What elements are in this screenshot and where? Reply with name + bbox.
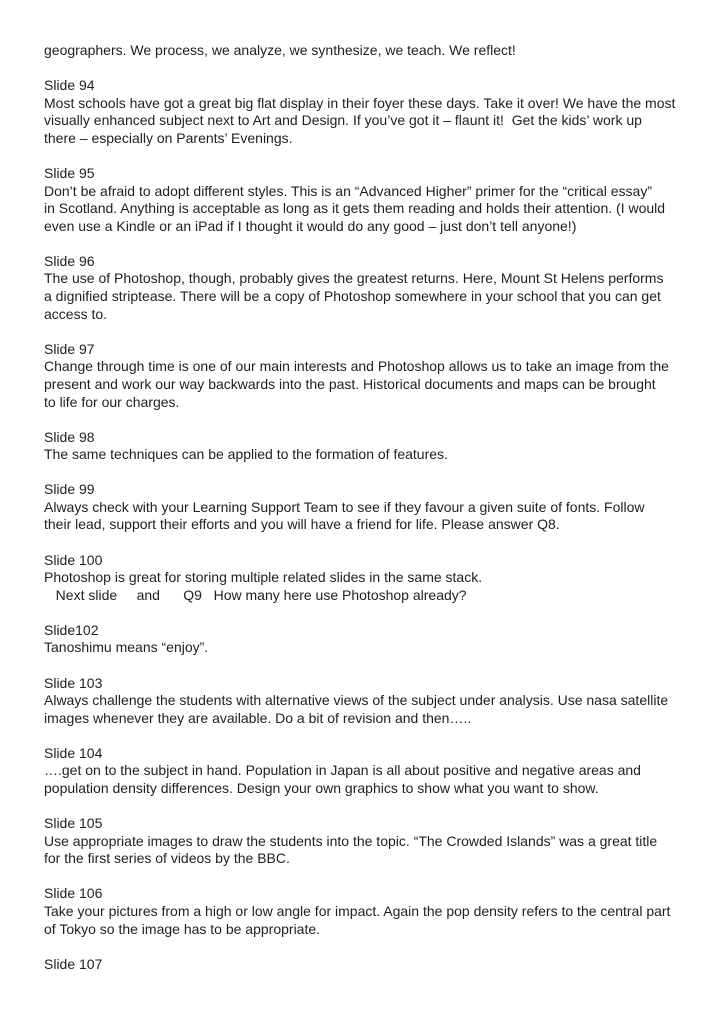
- text-line: geographers. We process, we analyze, we synthesize, we teach. We reflect!: [44, 42, 516, 58]
- slide-heading: Slide 96: [44, 252, 95, 269]
- slide-heading: Slide 103: [44, 674, 103, 691]
- text-line: of Tokyo so the image has to be appropriate.: [44, 920, 321, 937]
- paragraph: [44, 956, 694, 974]
- text-line: Change through time is one of our main interests and Photoshop allows us to take an image from the: [44, 358, 669, 375]
- slide-heading: Slide 104: [44, 744, 103, 761]
- slide-heading: Slide 94: [44, 77, 95, 94]
- document-page: [44, 42, 694, 991]
- text-line: Most schools have got a great big flat display in their foyer these days. Take it over! We have the most: [44, 94, 676, 111]
- text-line: The use of Photoshop, though, probably gives the greatest returns. Here, Mount St Helens performs: [44, 270, 664, 287]
- slide-heading: Slide 98: [44, 428, 95, 445]
- text-line: there – especially on Parents’ Evenings.: [44, 129, 293, 146]
- text-line: to life for our charges.: [44, 393, 180, 410]
- text-line: Photoshop is great for storing multiple related slides in the same stack.: [44, 569, 483, 586]
- text-line: a dignified striptease. There will be a copy of Photoshop somewhere in your school that you can get: [44, 288, 661, 305]
- slide-heading: Slide 100: [44, 551, 103, 568]
- text-line: Use appropriate images to draw the students into the topic. “The Crowded Islands” was a great title: [44, 832, 658, 849]
- text-line: images whenever they are available. Do a bit of revision and then…..: [44, 709, 472, 726]
- paragraph: [44, 622, 694, 657]
- slide-heading: Slide 99: [44, 481, 95, 498]
- paragraph: [44, 42, 694, 60]
- text-line: Don’t be afraid to adopt different styles. This is an “Advanced Higher” primer for the “critical essay”: [44, 182, 652, 199]
- paragraph: [44, 341, 694, 411]
- slide-heading: Slide 106: [44, 885, 103, 902]
- paragraph: [44, 552, 694, 605]
- text-line: Tanoshimu means “enjoy”.: [44, 639, 209, 656]
- slide-heading: Slide 95: [44, 164, 95, 181]
- text-line: Always check with your Learning Support Team to see if they favour a given suite of fonts. Follow: [44, 498, 645, 515]
- paragraph: [44, 885, 694, 938]
- text-line: in Scotland. Anything is acceptable as long as it gets them reading and holds their attention. (I would: [44, 200, 666, 217]
- paragraph: [44, 77, 694, 147]
- paragraph: [44, 481, 694, 534]
- paragraph: [44, 675, 694, 728]
- text-line: their lead, support their efforts and you will have a friend for life. Please answer Q8.: [44, 516, 560, 533]
- slide-heading: Slide 107: [44, 955, 103, 972]
- text-line: Take your pictures from a high or low angle for impact. Again the pop density refers to the central part: [44, 902, 671, 919]
- text-line: The same techniques can be applied to the formation of features.: [44, 446, 448, 463]
- paragraph: [44, 429, 694, 464]
- slide-heading: Slide 105: [44, 815, 103, 832]
- text-line: visually enhanced subject next to Art and Design. If you’ve got it – flaunt it! Get the kids’ work up: [44, 112, 642, 129]
- text-line: even use a Kindle or an iPad if I thought it would do any good – just don’t tell anyone!): [44, 217, 577, 234]
- text-line: population density differences. Design your own graphics to show what you want to show.: [44, 780, 599, 796]
- paragraph: [44, 745, 694, 798]
- text-line: ….get on to the subject in hand. Population in Japan is all about positive and negative areas and: [44, 762, 641, 779]
- text-line: present and work our way backwards into the past. Historical documents and maps can be brought: [44, 375, 656, 392]
- text-line: Always challenge the students with alternative views of the subject under analysis. Use nasa satellite: [44, 692, 669, 709]
- text-line: access to.: [44, 305, 108, 322]
- slide-heading: Slide102: [44, 621, 99, 638]
- text-line: Next slide and Q9 How many here use Photoshop already?: [44, 586, 467, 603]
- paragraph: [44, 165, 694, 235]
- paragraph: [44, 253, 694, 323]
- paragraph: [44, 815, 694, 868]
- slide-heading: Slide 97: [44, 340, 95, 357]
- text-line: for the first series of videos by the BBC.: [44, 850, 290, 867]
